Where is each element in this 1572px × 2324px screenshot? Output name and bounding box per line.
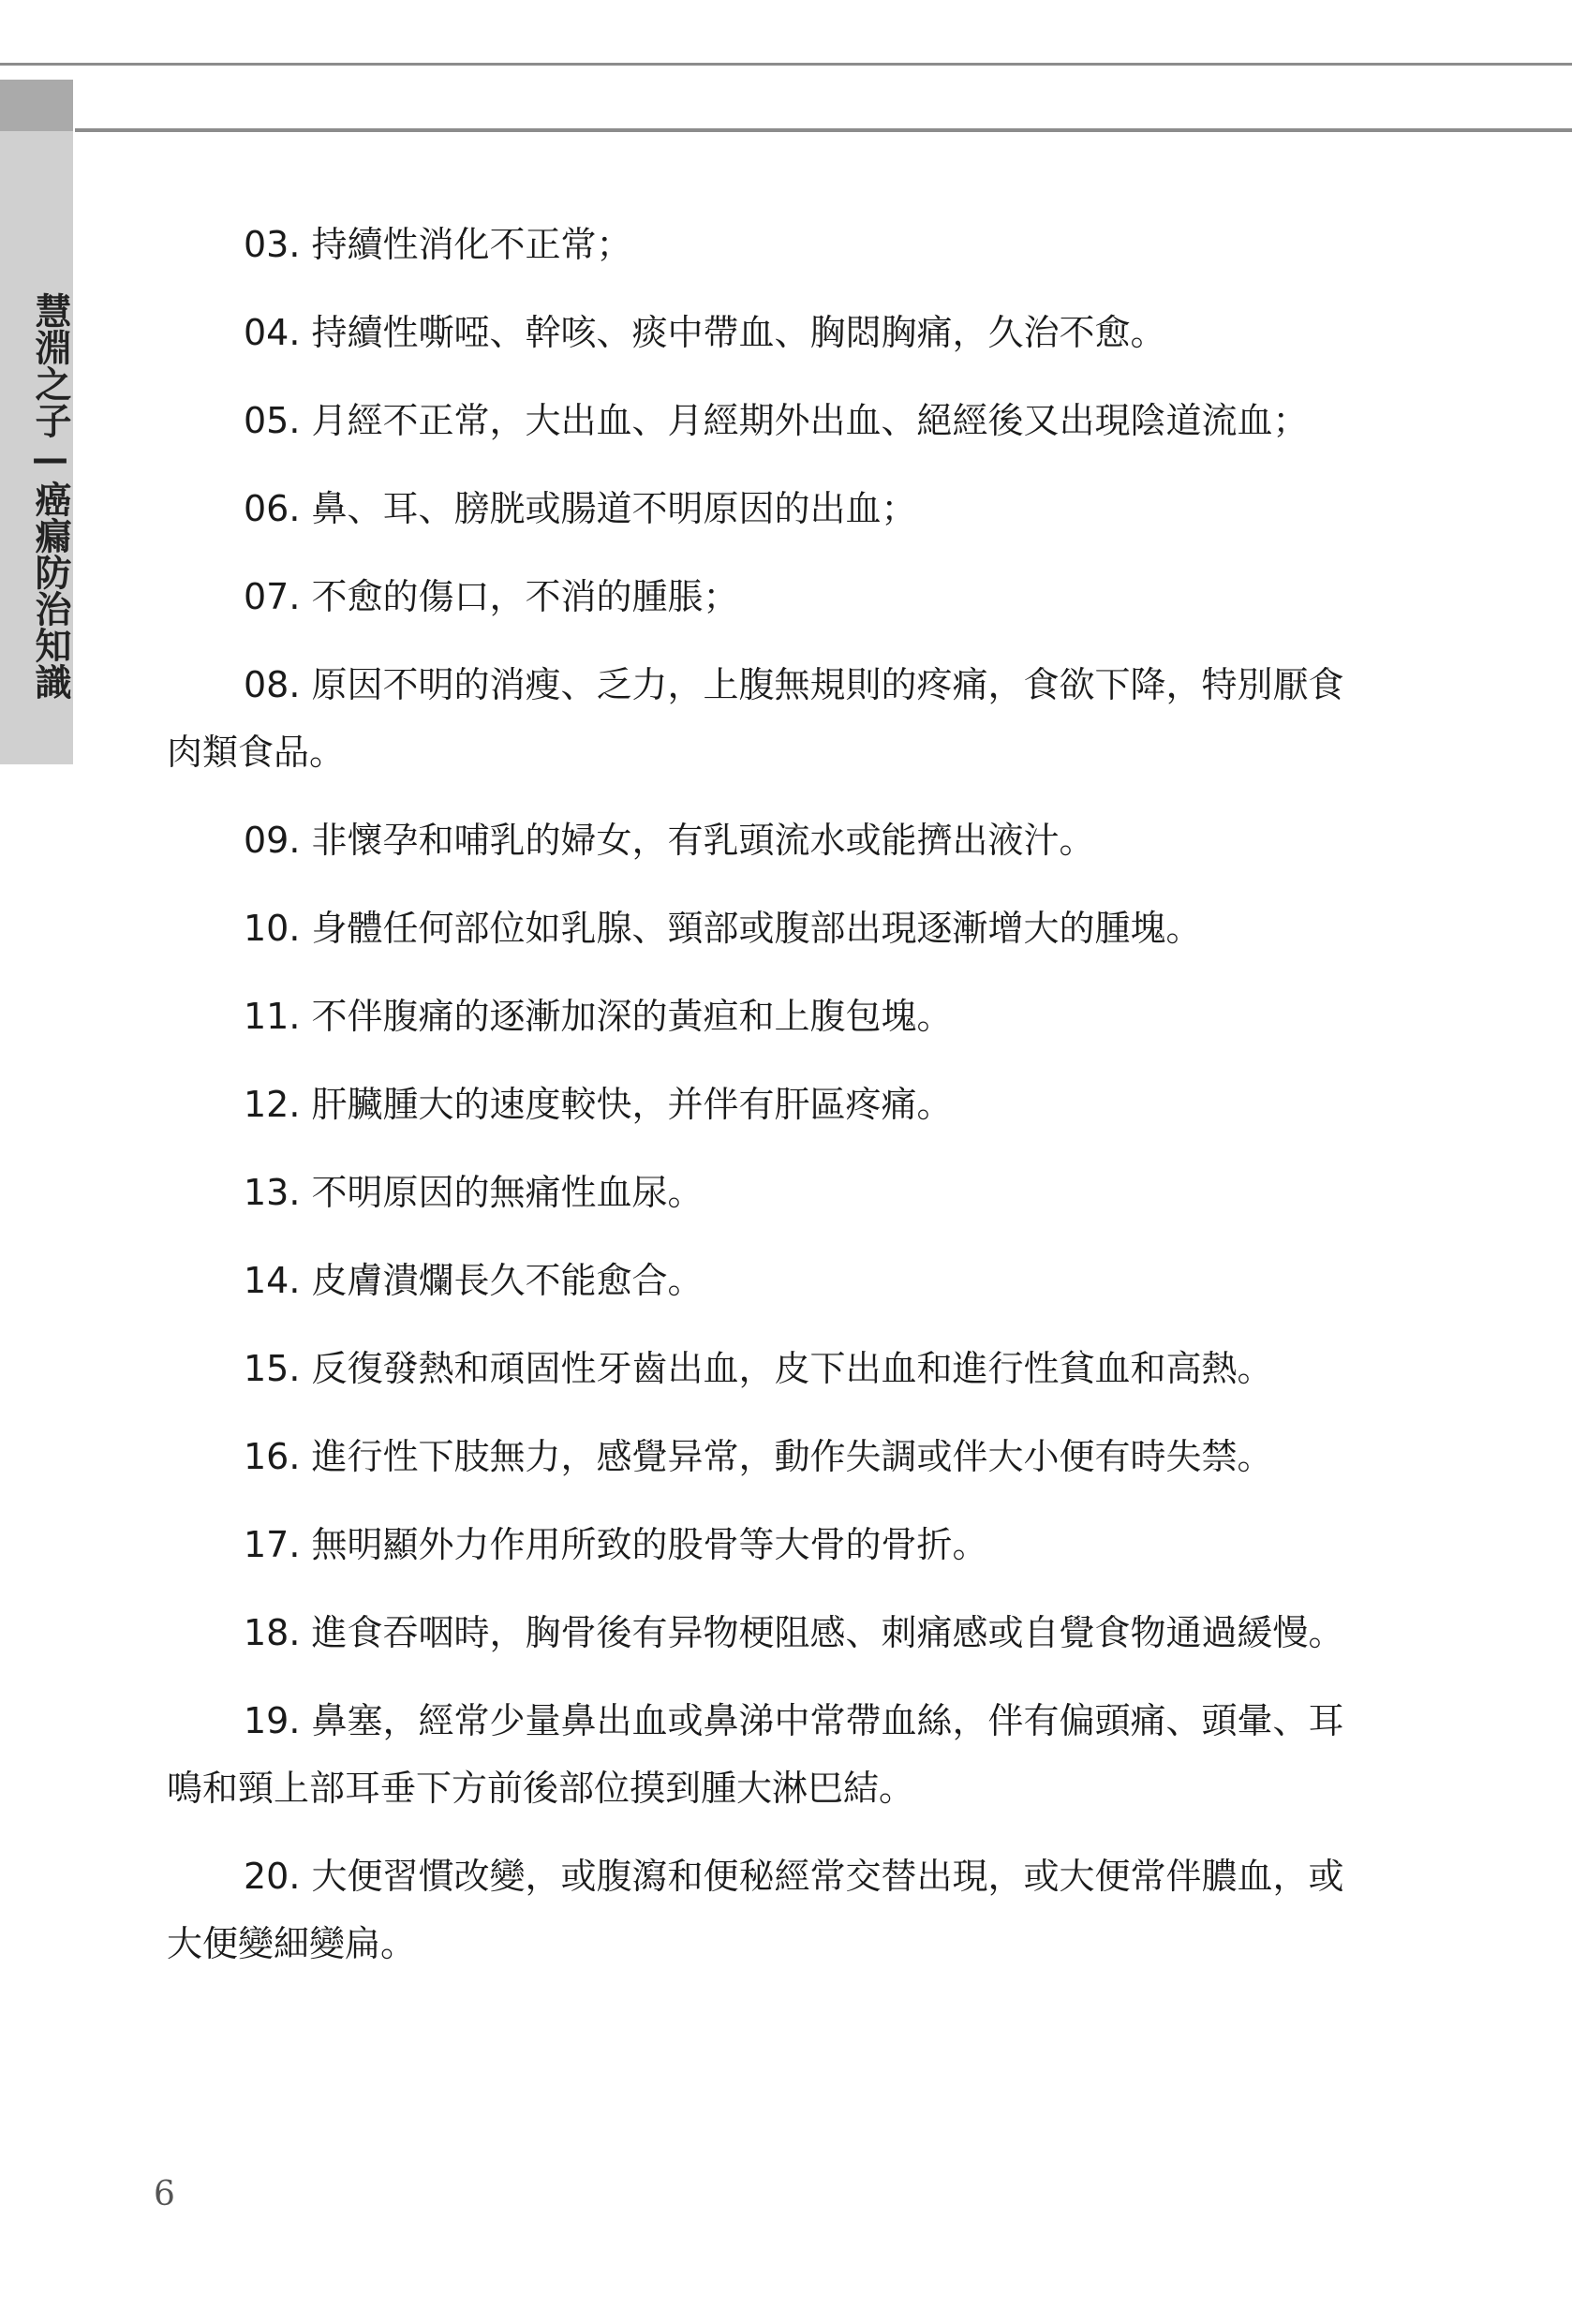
list-item: 03. 持續性消化不正常； — [244, 224, 632, 265]
list-item: 18. 進食吞咽時，胸骨後有异物梗阻感、刺痛感或自覺食物通過緩慢。 — [244, 1612, 1344, 1653]
list-item: 08. 原因不明的消瘦、乏力，上腹無規則的疼痛，食欲下降，特別厭食肉類食品。 — [167, 664, 1344, 773]
list-item: 16. 進行性下肢無力，感覺异常，動作失調或伴大小便有時失禁。 — [244, 1436, 1273, 1477]
main-content — [167, 211, 1347, 1998]
list-item: 11. 不伴腹痛的逐漸加深的黃疸和上腹包塊。 — [244, 996, 953, 1037]
list-item: 15. 反復發熱和頑固性牙齒出血，皮下出血和進行性貧血和高熱。 — [244, 1348, 1273, 1389]
page-number: 6 — [154, 2175, 175, 2213]
header-rule-top — [0, 63, 1572, 66]
side-tab-title: 慧淵之子—癌瘺防治知識 — [29, 292, 71, 700]
list-item: 10. 身體任何部位如乳腺、頸部或腹部出現逐漸增大的腫塊。 — [244, 908, 1202, 949]
list-item: 12. 肝臟腫大的速度較快，并伴有肝區疼痛。 — [244, 1084, 953, 1125]
list-item: 13. 不明原因的無痛性血尿。 — [244, 1172, 704, 1213]
list-item: 04. 持續性嘶啞、幹咳、痰中帶血、胸悶胸痛，久治不愈。 — [244, 312, 1166, 353]
header-rule-bottom — [75, 128, 1572, 132]
list-item: 06. 鼻、耳、膀胱或腸道不明原因的出血； — [244, 488, 917, 529]
list-item: 14. 皮膚潰爛長久不能愈合。 — [244, 1260, 704, 1301]
list-item: 07. 不愈的傷口，不消的腫脹； — [244, 576, 739, 617]
list-item: 17. 無明顯外力作用所致的股骨等大骨的骨折。 — [244, 1524, 988, 1565]
list-item: 05. 月經不正常，大出血、月經期外出血、絕經後又出現陰道流血； — [244, 400, 1309, 441]
list-item: 19. 鼻塞，經常少量鼻出血或鼻涕中常帶血絲，伴有偏頭痛、頭暈、耳鳴和頸上部耳垂下方前後部位摸到腫大淋巴結。 — [167, 1700, 1344, 1809]
list-item: 09. 非懷孕和哺乳的婦女，有乳頭流水或能擠出液汁。 — [244, 820, 1095, 861]
side-tab-top — [0, 80, 73, 131]
list-item: 20. 大便習慣改變，或腹瀉和便秘經常交替出現，或大便常伴膿血，或大便變細變扁。 — [167, 1856, 1344, 1964]
